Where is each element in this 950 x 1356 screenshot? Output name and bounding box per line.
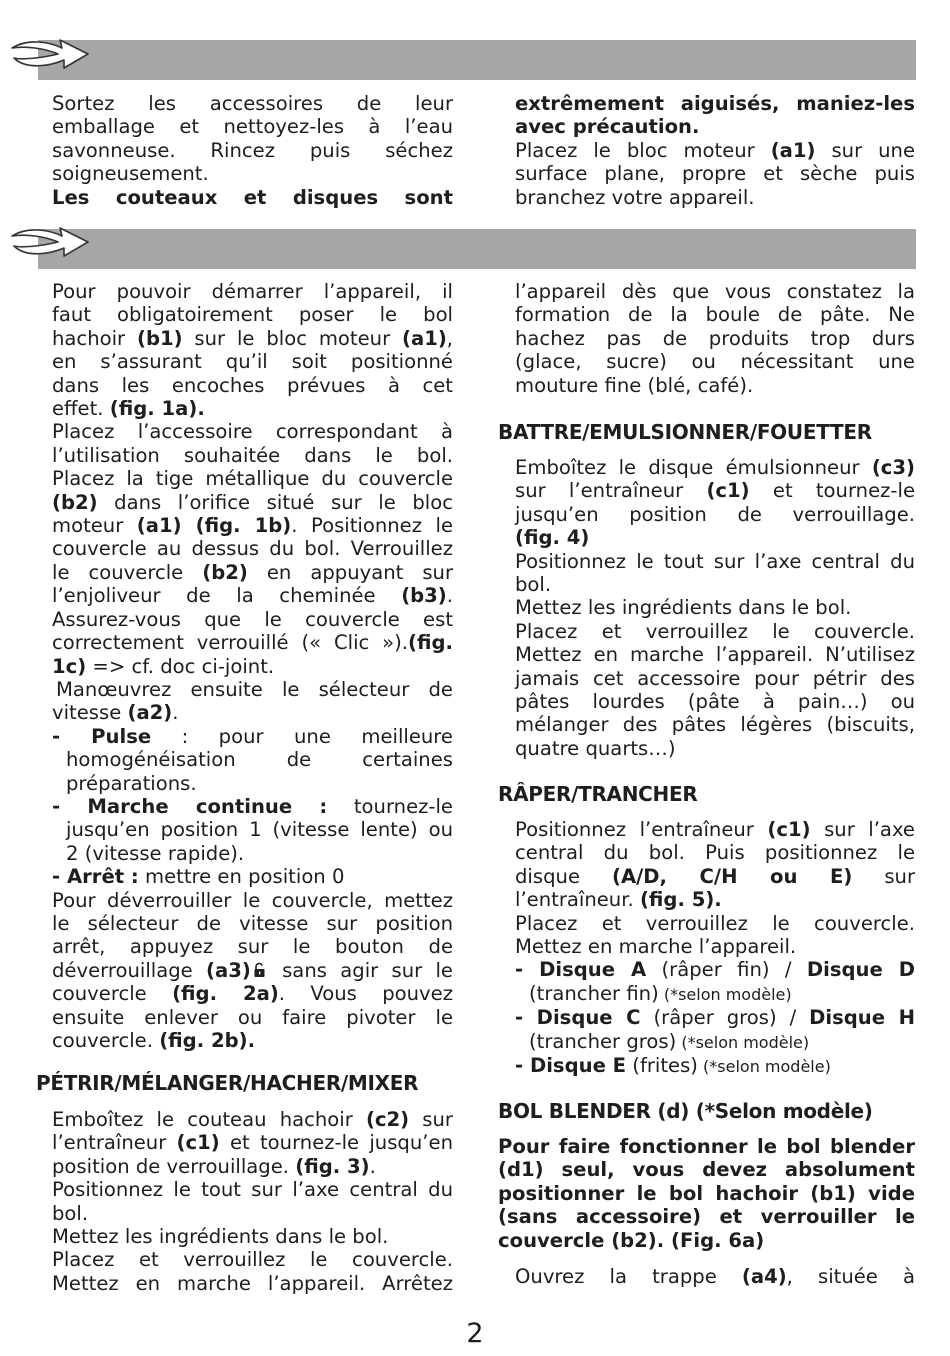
text-line: Placez le bloc moteur (a1) sur une (515, 138, 916, 162)
text-line: Mettez les ingrédients dans le bol. (515, 596, 852, 620)
left-column (52, 280, 453, 1052)
text-line: couvercle au dessus du bol. Verrouillez (52, 537, 453, 561)
text-line: Positionnez le tout sur l’axe central du (515, 549, 915, 573)
right-column-blender (498, 1135, 915, 1252)
text-line: savonneuse. Rincez puis séchez (52, 138, 453, 162)
section-header-bar-2 (38, 229, 916, 269)
text-line: couvercle. (fig. 2b). (52, 1029, 256, 1052)
text-line: Sortez les accessoires de leur (52, 92, 453, 115)
text-line: hachez pas de produits trop durs (515, 326, 915, 350)
text-line: préparations. (66, 771, 197, 795)
text-line: mélanger des pâtes légères (biscuits, (515, 713, 915, 737)
text-line: quatre quarts…) (515, 736, 676, 760)
text-line: branchez votre appareil. (515, 185, 755, 209)
section1-right-column (515, 92, 915, 209)
text-line: l’enjoliveur de la cheminée (b3). (52, 584, 453, 608)
text-line: couvercle (b2). (Fig. 6a) (498, 1228, 765, 1252)
text-line: Les couteaux et disques sont (52, 185, 453, 209)
text-line: jusqu’en position de verrouillage. (515, 502, 915, 526)
text-line: (sans accessoire) et verrouiller le (498, 1205, 915, 1229)
bullet-item: - Disque E (frites) (*selon modèle) (515, 1054, 831, 1078)
text-line: avec précaution. (515, 115, 700, 139)
text-line: jamais cet accessoire pour pétrir des (515, 666, 915, 690)
section-header-bar-1 (38, 40, 916, 80)
text-line: couvercle (fig. 2a). Vous pouvez (52, 982, 453, 1006)
text-line: Manœuvrez ensuite le sélecteur de (56, 677, 453, 701)
text-line: l’entraîneur. (fig. 5). (515, 888, 722, 912)
text-line: Pour déverrouiller le couvercle, mettez (52, 888, 453, 912)
text-line: (trancher gros) (*selon modèle) (529, 1029, 810, 1053)
text-line: le couvercle (b2) en appuyant sur (52, 560, 454, 584)
text-line: Mettez les ingrédients dans le bol. (52, 1225, 389, 1249)
text-line: l’appareil dès que vous constatez la (515, 280, 915, 303)
bullet-item: - Disque A (râper fin) / Disque D (515, 958, 915, 982)
text-line: (fig. 4) (515, 526, 590, 550)
text-line: jusqu’en position 1 (vitesse lente) ou (66, 818, 453, 842)
bullet-item: - Marche continue : tournez-le (52, 794, 453, 818)
left-column-bottom (52, 1108, 453, 1295)
text-line: le sélecteur de vitesse sur position (52, 911, 453, 935)
text-line: vitesse (a2). (52, 701, 179, 725)
text-line: effet. (fig. 1a). (52, 397, 205, 421)
text-line: formation de la boule de pâte. Ne (515, 303, 915, 327)
text-line: soigneusement. (52, 162, 209, 186)
text-line: extrêmement aiguisés, maniez-les (515, 92, 915, 115)
text-line: Placez et verrouillez le couvercle. (515, 911, 915, 935)
section-heading: PÉTRIR/MÉLANGER/HACHER/MIXER (36, 1071, 419, 1095)
text-line: disque (A/D, C/H ou E) sur (515, 864, 915, 888)
text-line: l’entraîneur (c1) et tournez-le jusqu’en (52, 1131, 453, 1155)
text-line: 1c) => cf. doc ci-joint. (52, 654, 275, 678)
text-line: Mettez en marche l’appareil. (515, 935, 797, 959)
text-line: positionner le bol hachoir (b1) vide (498, 1181, 915, 1205)
text-line: Placez la tige métallique du couvercle (52, 467, 453, 491)
text-line: pâtes lourdes (pâte à pain…) ou (515, 690, 915, 714)
text-line: homogénéisation de certaines (66, 748, 453, 772)
page-number: 2 (466, 1318, 484, 1349)
bullet-item: - Arrêt : mettre en position 0 (52, 865, 345, 889)
text-line: hachoir (b1) sur le bloc moteur (a1), (52, 326, 454, 350)
text-line: ensuite enlever ou faire pivoter le (52, 1005, 453, 1029)
text-line: emballage et nettoyez-les à l’eau (52, 115, 453, 139)
text-line: Placez et verrouillez le couvercle. (515, 619, 915, 643)
text-line: dans les encoches prévues à cet (52, 373, 453, 397)
right-column (515, 280, 915, 397)
text-line: Mettez en marche l’appareil. Arrêtez (52, 1271, 453, 1295)
text-line: Pour faire fonctionner le bol blender (498, 1135, 915, 1158)
section-heading: RÂPER/TRANCHER (498, 782, 698, 806)
text-line: (b2) dans l’orifice situé sur le bloc (52, 490, 453, 514)
text-line: moteur (a1) (fig. 1b). Positionnez le (52, 514, 454, 538)
text-line: Placez et verrouillez le couvercle. (52, 1248, 453, 1272)
text-line: Placez l’accessoire correspondant à (52, 420, 453, 444)
unlock-icon (253, 962, 267, 978)
text-line: sur l’entraîneur (c1) et tournez-le (515, 479, 915, 503)
text-line: déverrouillage (a3) sans agir sur le (52, 958, 453, 982)
text-line: Emboîtez le couteau hachoir (c2) sur (52, 1108, 453, 1131)
text-line: Pour pouvoir démarrer l’appareil, il (52, 280, 453, 303)
text-line: Mettez en marche l’appareil. N’utilisez (515, 643, 915, 667)
section-heading: BOL BLENDER (d) (*Selon modèle) (498, 1099, 873, 1123)
text-line: correctement verrouillé (« Clic »).(fig. (52, 631, 453, 655)
text-line: central du bol. Puis positionnez le (515, 841, 915, 865)
text-line: 2 (vitesse rapide). (66, 841, 245, 865)
text-line: (trancher fin) (*selon modèle) (529, 981, 792, 1005)
arrow-right-icon (6, 34, 92, 74)
text-line: faut obligatoirement poser le bol (52, 303, 453, 327)
right-column-battre (515, 456, 915, 760)
text-line: Positionnez l’entraîneur (c1) sur l’axe (515, 818, 915, 841)
text-line: Emboîtez le disque émulsionneur (c3) (515, 456, 915, 479)
section-heading: BATTRE/EMULSIONNER/FOUETTER (498, 420, 872, 444)
section1-left-column (52, 92, 453, 209)
text-line: (d1) seul, vous devez absolument (498, 1158, 915, 1182)
bullet-item: - Disque C (râper gros) / Disque H (515, 1006, 915, 1030)
text-line: Positionnez le tout sur l’axe central du (52, 1178, 453, 1202)
text-line: (glace, sucre) ou nécessitant une (515, 350, 915, 374)
text-line: surface plane, propre et sèche puis (515, 162, 915, 186)
text-line: en s’assurant qu’il soit positionné (52, 350, 453, 374)
text-line: position de verrouillage. (fig. 3). (52, 1154, 376, 1178)
right-column-raper (515, 818, 915, 1078)
text-line: mouture fine (blé, café). (515, 373, 754, 397)
right-column-trappe (515, 1265, 915, 1288)
arrow-right-icon (6, 222, 92, 262)
text-line: bol. (515, 573, 552, 597)
text-line: bol. (52, 1201, 89, 1225)
bullet-item: - Pulse : pour une meilleure (52, 724, 453, 748)
text-line: Assurez-vous que le couvercle est (52, 607, 453, 631)
text-line: Ouvrez la trappe (a4), située à (515, 1265, 915, 1288)
text-line: l’utilisation souhaitée dans le bol. (52, 443, 453, 467)
text-line: arrêt, appuyez sur le bouton de (52, 935, 453, 959)
